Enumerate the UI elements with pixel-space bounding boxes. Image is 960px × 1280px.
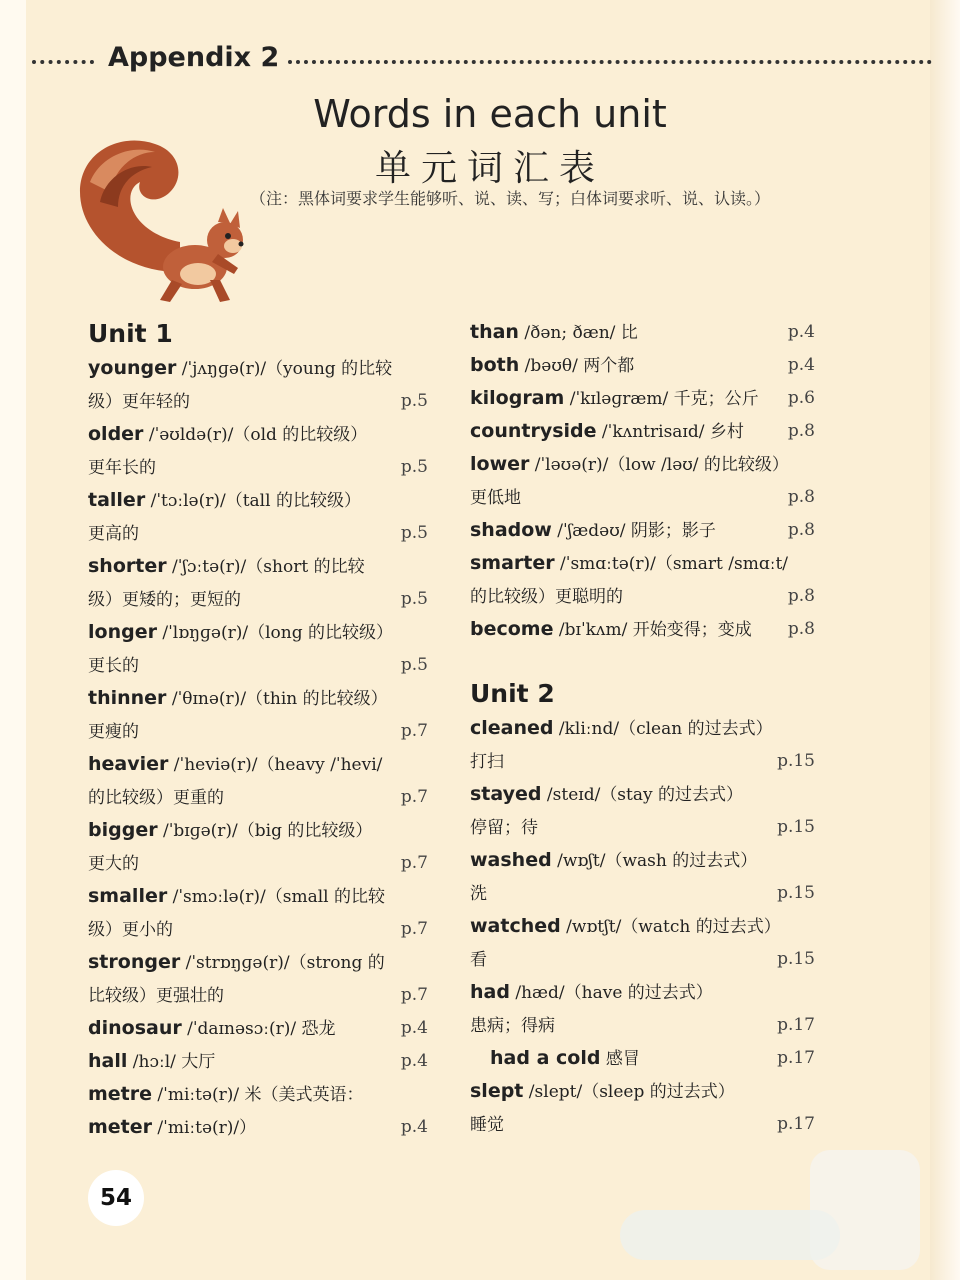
definition: 更高的 (88, 524, 139, 544)
definition: （low /ləʊ/ 的比较级） (608, 455, 789, 475)
page-ref: p.17 (777, 1048, 815, 1068)
definition: （sleep 的过去式） (582, 1082, 735, 1102)
definition: 开始变得；变成 (627, 620, 752, 640)
vocab-line (470, 943, 815, 976)
vocab-line (470, 316, 815, 349)
vocab-word: heavier (88, 753, 169, 775)
definition: 停留；待 (470, 818, 538, 838)
definition: （tall 的比较级） (225, 491, 361, 511)
vocab-line (470, 415, 815, 448)
definition: ） (239, 1118, 257, 1138)
phonetic: /ˈʃædəʊ/ (551, 521, 626, 541)
page-ref: p.5 (400, 589, 428, 609)
vocab-line (88, 748, 428, 781)
vocab-word: bigger (88, 819, 158, 841)
definition: 比 (615, 323, 638, 343)
phonetic: /wɒtʃt/ (560, 917, 622, 937)
definition: （watch 的过去式） (621, 917, 781, 937)
section-gap (470, 646, 815, 676)
page-ref: p.7 (400, 787, 428, 807)
vocab-word: kilogram (470, 387, 565, 409)
page-number: 54 (88, 1170, 144, 1226)
definition: 睡觉 (470, 1115, 504, 1135)
definition: （clean 的过去式） (619, 719, 773, 739)
phonetic: /ˈkʌntrisaɪd/ (596, 422, 705, 442)
page-ref: p.15 (777, 751, 815, 771)
definition: 两个都 (577, 356, 635, 376)
vocab-word: become (470, 618, 554, 640)
definition: 的比较级）更聪明的 (470, 587, 623, 607)
phonetic: /ˈəʊldə(r)/ (143, 425, 234, 445)
page-ref: p.7 (400, 985, 428, 1005)
definition: 阴影；影子 (625, 521, 716, 541)
page-ref: p.8 (787, 619, 815, 639)
definition: 级）更矮的；更短的 (88, 590, 241, 610)
page-ref: p.4 (787, 322, 815, 342)
vocab-word: longer (88, 621, 157, 643)
definition: （small 的比较 (265, 887, 385, 907)
definition: 级）更小的 (88, 920, 173, 940)
page-ref: p.17 (777, 1015, 815, 1035)
definition: 恐龙 (296, 1019, 336, 1039)
vocab-word: taller (88, 489, 146, 511)
definition: 更长的 (88, 656, 139, 676)
phonetic: /ˈʃɔːtə(r)/ (166, 557, 247, 577)
definition: （old 的比较级） (233, 425, 368, 445)
vocab-word: smarter (470, 552, 555, 574)
phonetic: /bɪˈkʌm/ (553, 620, 628, 640)
unit-heading: Unit 1 (88, 319, 173, 348)
definition: 的比较级）更重的 (88, 788, 224, 808)
definition: 更年长的 (88, 458, 156, 478)
vocab-line (470, 613, 815, 646)
vocab-line (88, 616, 428, 649)
vocab-line (88, 583, 428, 616)
unit-heading: Unit 2 (470, 679, 555, 708)
vocab-word: smaller (88, 885, 168, 907)
definition: （have 的过去式） (564, 983, 713, 1003)
vocab-word: than (470, 321, 519, 343)
page-title: Words in each unit (313, 92, 667, 136)
page-ref: p.15 (777, 817, 815, 837)
vocab-word: shadow (470, 519, 552, 541)
vocab-line (470, 1108, 815, 1141)
vocab-line (88, 847, 428, 880)
phonetic: /ˈsmɔːlə(r)/ (167, 887, 266, 907)
vocab-line (88, 418, 428, 451)
vocab-word: lower (470, 453, 530, 475)
vocab-word: countryside (470, 420, 597, 442)
vocab-word: had a cold (490, 1047, 601, 1069)
vocab-word: had (470, 981, 510, 1003)
definition: （big 的比较级） (237, 821, 373, 841)
vocab-word: older (88, 423, 144, 445)
page-ref: p.5 (400, 391, 428, 411)
dotted-rule-left (32, 60, 94, 64)
vocab-line (470, 745, 815, 778)
vocab-line (88, 682, 428, 715)
page-ref: p.5 (400, 655, 428, 675)
page-ref: p.6 (787, 388, 815, 408)
definition: （wash 的过去式） (605, 851, 758, 871)
phonetic: /ˈθɪnə(r)/ (166, 689, 247, 709)
vocab-list-unit1 (88, 352, 428, 1144)
vocab-word: younger (88, 357, 177, 379)
vocab-line (88, 880, 428, 913)
vocab-word: watched (470, 915, 561, 937)
vocab-word: washed (470, 849, 552, 871)
phonetic: /steɪd/ (541, 785, 601, 805)
appendix-header (32, 40, 932, 80)
page-ref: p.15 (777, 883, 815, 903)
phonetic: /kliːnd/ (553, 719, 620, 739)
right-column (470, 316, 815, 1141)
phonetic: /ˈmiːtə(r)/ (152, 1085, 240, 1105)
vocab-line (88, 1045, 428, 1078)
phonetic: /ˈbɪɡə(r)/ (157, 821, 238, 841)
vocab-line (88, 649, 428, 682)
vocab-line (470, 547, 815, 580)
vocab-line (88, 550, 428, 583)
definition: 乡村 (704, 422, 744, 442)
definition: 大厅 (175, 1052, 216, 1072)
definition: 打扫 (470, 752, 504, 772)
definition: 比较级）更强壮的 (88, 986, 224, 1006)
definition: 患病；得病 (470, 1016, 555, 1036)
vocab-line (88, 814, 428, 847)
definition: （long 的比较级） (248, 623, 394, 643)
phonetic: /ˈlɒŋɡə(r)/ (156, 623, 249, 643)
page-ref: p.5 (400, 523, 428, 543)
vocab-line (88, 781, 428, 814)
definition: 更大的 (88, 854, 139, 874)
vocab-word: metre (88, 1083, 153, 1105)
vocab-line (470, 844, 815, 877)
page-smudge (620, 1210, 840, 1260)
page-ref: p.4 (787, 355, 815, 375)
vocab-line (88, 517, 428, 550)
page-edge-left (0, 0, 26, 1280)
phonetic: /ˈstrɒŋɡə(r)/ (180, 953, 290, 973)
phonetic: /ˈləʊə(r)/ (529, 455, 609, 475)
definition: （smart /smɑːt/ (655, 554, 789, 574)
page-ref: p.8 (787, 487, 815, 507)
definition: 级）更年轻的 (88, 392, 190, 412)
vocab-line (470, 481, 815, 514)
vocab-line (470, 382, 815, 415)
definition: 米（美式英语： (239, 1085, 364, 1105)
phonetic: /wɒʃt/ (551, 851, 606, 871)
definition: （young 的比较 (266, 359, 393, 379)
definition: （strong 的 (289, 953, 385, 973)
vocab-line (88, 484, 428, 517)
phonetic: /ˈkɪləɡræm/ (564, 389, 669, 409)
vocab-word: stronger (88, 951, 181, 973)
vocab-line (88, 1012, 428, 1045)
phonetic: /ˈsmɑːtə(r)/ (554, 554, 656, 574)
page-ref: p.4 (400, 1051, 428, 1071)
page-ref: p.8 (787, 586, 815, 606)
vocab-line (88, 385, 428, 418)
vocab-line (88, 979, 428, 1012)
phonetic: /ˈtɔːlə(r)/ (145, 491, 226, 511)
page-ref: p.7 (400, 919, 428, 939)
definition: 感冒 (600, 1049, 640, 1069)
page-ref: p.8 (787, 520, 815, 540)
phonetic: /ˈdaɪnəsɔː(r)/ (181, 1019, 297, 1039)
definition: 看 (470, 950, 487, 970)
page-ref: p.15 (777, 949, 815, 969)
squirrel-illustration (60, 122, 260, 312)
vocab-word: shorter (88, 555, 167, 577)
vocab-word: hall (88, 1050, 128, 1072)
definition: 千克；公斤 (668, 389, 759, 409)
vocab-line (470, 712, 815, 745)
vocab-word: both (470, 354, 520, 376)
page-ref: p.5 (400, 457, 428, 477)
vocab-word: slept (470, 1080, 524, 1102)
phonetic: /ðən; ðæn/ (518, 323, 616, 343)
vocab-line (88, 913, 428, 946)
vocab-line (88, 451, 428, 484)
vocab-line (88, 715, 428, 748)
phonetic: /hɔːl/ (127, 1052, 176, 1072)
vocab-list-unit1-continued (470, 316, 815, 646)
vocab-line (88, 1111, 428, 1144)
vocab-line (470, 910, 815, 943)
phonetic: /ˈmiːtə(r)/ (152, 1118, 240, 1138)
vocab-line (470, 514, 815, 547)
page-title-chinese: 单元词汇表 (374, 148, 605, 189)
vocab-line (88, 352, 428, 385)
vocab-line (470, 1009, 815, 1042)
definition: （heavy /ˈhevi/ (257, 755, 383, 775)
phonetic: /ˈheviə(r)/ (168, 755, 258, 775)
vocab-line (470, 976, 815, 1009)
phonetic: /bəʊθ/ (519, 356, 578, 376)
phonetic: /slept/ (523, 1082, 583, 1102)
vocab-line (470, 778, 815, 811)
usage-note: （注：黑体词要求学生能够听、说、读、写；白体词要求听、说、认读。） (249, 189, 770, 208)
definition: 更瘦的 (88, 722, 139, 742)
definition: （short 的比较 (246, 557, 365, 577)
page-ref: p.8 (787, 421, 815, 441)
dotted-rule-right (288, 60, 932, 64)
page-ref: p.7 (400, 721, 428, 741)
vocab-line (88, 946, 428, 979)
vocab-line (470, 448, 815, 481)
vocab-word: stayed (470, 783, 542, 805)
vocab-line (88, 1078, 428, 1111)
vocab-list-unit2 (470, 712, 815, 1141)
vocab-line (470, 580, 815, 613)
left-column (88, 316, 428, 1144)
definition: 洗 (470, 884, 487, 904)
vocab-line (470, 1042, 815, 1075)
vocab-word: meter (88, 1116, 153, 1138)
vocab-word: thinner (88, 687, 167, 709)
phonetic: /ˈjʌŋɡə(r)/ (176, 359, 267, 379)
page-ref: p.7 (400, 853, 428, 873)
vocab-line (470, 877, 815, 910)
page-ref: p.4 (400, 1117, 428, 1137)
vocab-word: dinosaur (88, 1017, 182, 1039)
definition: 更低地 (470, 488, 521, 508)
page-ref: p.4 (400, 1018, 428, 1038)
page-edge-right (930, 0, 960, 1280)
vocab-line (470, 1075, 815, 1108)
phonetic: /hæd/ (509, 983, 565, 1003)
page-ref: p.17 (777, 1114, 815, 1134)
appendix-label: Appendix 2 (108, 42, 280, 73)
definition: （stay 的过去式） (600, 785, 744, 805)
vocab-line (470, 811, 815, 844)
vocab-word: cleaned (470, 717, 554, 739)
vocab-line (470, 349, 815, 382)
definition: （thin 的比较级） (246, 689, 388, 709)
